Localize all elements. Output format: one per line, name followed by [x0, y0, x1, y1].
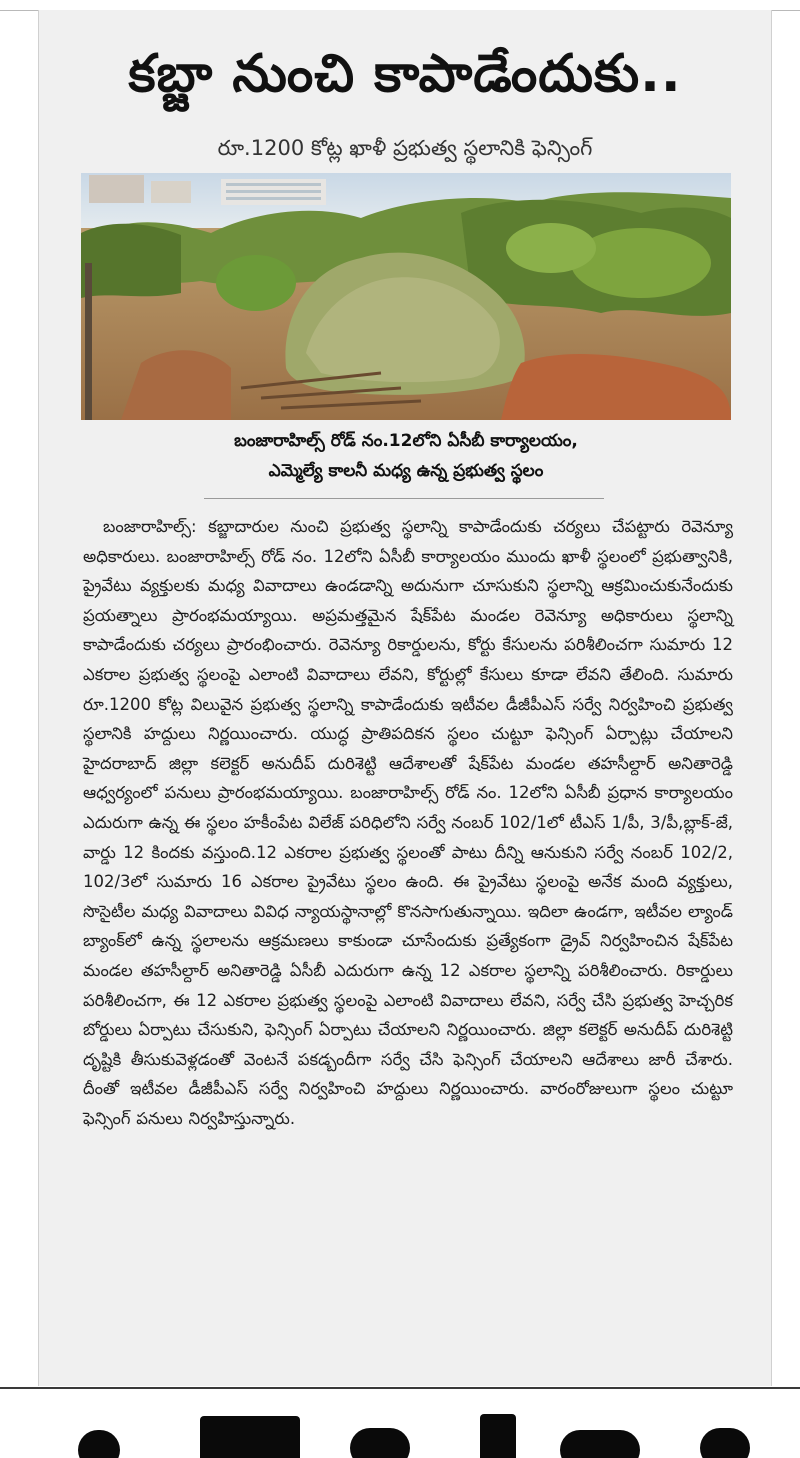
bottom-divider: [0, 1387, 800, 1389]
photo-caption: [131, 426, 681, 486]
land-photo-illustration: [81, 173, 731, 420]
news-article: [38, 10, 772, 1386]
article-photo: [81, 173, 731, 420]
article-subheadline: రూ.1200 కోట్ల ఖాళీ ప్రభుత్వ స్థలానికి ఫెన్సింగ్: [217, 136, 593, 160]
photo-caption-line-1: బంజారాహిల్స్ రోడ్ నం.12లోని ఏసీబీ కార్యాలయం,: [234, 431, 578, 451]
article-headline: కబ్జా నుంచి కాపాడేందుకు..: [128, 44, 682, 104]
article-body: బంజారాహిల్స్‌: కబ్జాదారుల నుంచి ప్రభుత్వ స్థలాన్ని కాపాడేందుకు చర్యలు చేపట్టారు రెవెన్యూ అధికారులు. బంజారాహిల్స్‌ రోడ్‌ నం. 12లోని ఏసీబీ కార్యాలయం ముందు ఖాళీ స్థలంలో ప్రభుత్వానికి, ప్రైవేటు వ్యక్తులకు మధ్య వివాదాలు ఉండడాన్ని అదునుగా చూసుకుని స్థలాన్ని ఆక్రమించుకునేందుకు ప్రయత్నాలు ప్రారంభమయ్యాయి. అప్రమత్తమైన షేక్‌పేట మండల రెవెన్యూ అధికారులు స్థలాన్ని కాపాడేందుకు చర్యలు ప్రారంభించారు. రెవెన్యూ రికార్డులను, కోర్టు కేసులను పరిశీలించగా సుమారు 12 ఎకరాల ప్రభుత్వ స్థలంపై ఎలాంటి వివాదాలు లేవని, కోర్టుల్లో కేసులు కూడా లేవని తేలింది. సుమారు రూ.1200 కోట్ల విలువైన ప్రభుత్వ స్థలాన్ని కాపాడేందుకు ఇటీవల డీజీపీఎస్‌ సర్వే నిర్వహించి ప్రభుత్వ స్థలానికి హద్దులు నిర్ణయించారు. యుద్ధ ప్రాతిపదికన స్థలం చుట్టూ ఫెన్సింగ్‌ ఏర్పాట్లు చేయాలని హైదరాబాద్‌ జిల్లా కలెక్టర్‌ అనుదీప్‌ దురిశెట్టి ఆదేశాలతో షేక్‌పేట మండల తహసీల్దార్‌ అనితారెడ్డి ఆధ్వర్యంలో పనులు ప్రారంభమయ్యాయి. బంజారాహిల్స్‌ రోడ్‌ నం. 12లోని ఏసీబీ ప్రధాన కార్యాలయం ఎదురుగా ఉన్న ఈ స్థలం హకీంపేట విలేజ్‌ పరిధిలోని సర్వే నంబర్‌ 102/1లో టీఎస్‌ 1/పీ, 3/పీ,బ్లాక్‌-జే, వార్డు 12 కిందకు వస్తుంది.12 ఎకరాల ప్రభుత్వ స్థలంతో పాటు దీన్ని ఆనుకుని సర్వే నంబర్‌ 102/2, 102/3లో సుమారు 16 ఎకరాల ప్రైవేటు స్థలం ఉంది. ఈ ప్రైవేటు స్థలంపై అనేక మంది వ్యక్తులు, సొసైటీల మధ్య వివాదాలు వివిధ న్యాయస్థానాల్లో కొనసాగుతున్నాయి. ఇదిలా ఉండగా, ఇటీవల ల్యాండ్‌ బ్యాంక్‌లో ఉన్న స్థలాలను ఆక్రమణలు కాకుండా చూసేందుకు ప్రత్యేకంగా డ్రైవ్‌ నిర్వహించిన షేక్‌పేట మండల తహసీల్దార్‌ అనితారెడ్డి ఏసీబీ ఎదురుగా ఉన్న 12 ఎకరాల స్థలాన్ని పరిశీలించారు. రికార్డులు పరిశీలించగా, ఈ 12 ఎకరాల ప్రభుత్వ స్థలంపై ఎలాంటి వివాదాలు లేవని, సర్వే చేసి ప్రభుత్వ హెచ్చరిక బోర్డులు ఏర్పాటు చేసుకుని, ఫెన్సింగ్‌ ఏర్పాటు చేయాలని నిర్ణయించారు. జిల్లా కలెక్టర్‌ అనుదీప్‌ దురిశెట్టి దృష్టికి తీసుకువెళ్లడంతో వెంటనే పకడ్బందీగా సర్వే చేసి ఫెన్సింగ్‌ చేయాలని ఆదేశాలు జారీ చేశారు. దీంతో ఇటీవల డీజీపీఎస్‌ సర్వే నిర్వహించి హద్దులు నిర్ణయించారు. వారంరోజులుగా స్థలం చుట్టూ ఫెన్సింగ్‌ పనులు నిర్వహిస్తున్నారు.: [83, 517, 733, 1128]
next-article-headline-fragment: [60, 1408, 760, 1458]
photo-caption-line-2: ఎమ్మెల్యే కాలనీ మధ్య ఉన్న ప్రభుత్వ స్థలం: [268, 461, 544, 481]
caption-divider: [204, 498, 604, 499]
